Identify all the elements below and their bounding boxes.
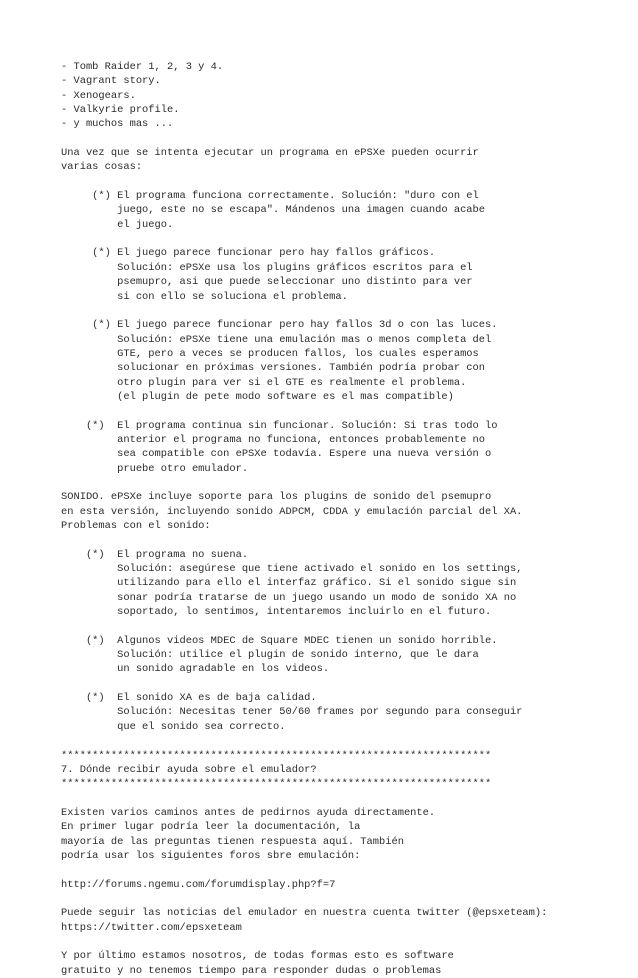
text-line: [61, 404, 631, 418]
text-line: Solución: asegúrese que tiene activado el sonido en los settings,: [61, 563, 523, 576]
text-line: un sonido agradable en los videos.: [61, 663, 330, 676]
text-line: [61, 533, 631, 547]
text-line: (*) El juego parece funcionar pero hay fallos 3d o con las luces.: [61, 319, 498, 332]
text-line: sonar podría tratarse de un juego usando un modo de sonido XA no: [61, 591, 517, 604]
text-line: Una vez que se intenta ejecutar un programa en ePSXe pueden ocurrir: [61, 147, 479, 160]
text-line: anterior el programa no funciona, entonces probablemente no: [61, 433, 486, 446]
text-line: si con ello se soluciona el problema.: [61, 290, 348, 303]
text-line: [61, 132, 631, 146]
text-line: (*) Algunos videos MDEC de Square MDEC tienen un sonido horrible.: [61, 634, 498, 647]
text-line: [61, 175, 631, 189]
text-line: Y por último estamos nosotros, de todas formas esto es software: [61, 950, 454, 963]
text-line: juego, este no se escapa". Mándenos una imagen cuando acabe: [61, 204, 486, 217]
text-line: otro plugin para ver si el GTE es realmente el problema.: [61, 376, 467, 389]
text-line: Existen varios caminos antes de pedirnos ayuda directamente.: [61, 806, 436, 819]
text-line: (*) El juego parece funcionar pero hay fallos gráficos.: [61, 247, 436, 260]
text-line: *********************************************************************: [61, 749, 492, 762]
text-line: En primer lugar podría leer la documentación, la: [61, 821, 361, 834]
text-line: (*) El programa funciona correctamente. Solución: "duro con el: [61, 190, 479, 203]
text-line: soportado, lo sentimos, intentaremos incluirlo en el futuro.: [61, 606, 492, 619]
text-line: [61, 232, 631, 246]
text-line: [61, 304, 631, 318]
text-line: https://twitter.com/epsxeteam: [61, 921, 242, 934]
text-line: pruebe otro emulador.: [61, 462, 249, 475]
text-line: [61, 935, 631, 949]
text-line: - Vagrant story.: [61, 75, 161, 88]
text-line: [61, 792, 631, 806]
text-line: [61, 677, 631, 691]
text-line: (el plugin de pete modo software es el mas compatible): [61, 390, 454, 403]
text-line: *********************************************************************: [61, 778, 492, 791]
text-line: - Xenogears.: [61, 89, 136, 102]
text-line: http://forums.ngemu.com/forumdisplay.php?f=7: [61, 878, 336, 891]
text-line: psemupro, asi que puede seleccionar uno distinto para ver: [61, 276, 473, 289]
text-line: Solución: ePSXe tiene una emulación mas o menos completa del: [61, 333, 492, 346]
text-line: gratuito y no tenemos tiempo para responder dudas o problemas: [61, 964, 442, 977]
text-line: el juego.: [61, 218, 174, 231]
text-line: solucionar en próximas versiones. También podría probar con: [61, 362, 486, 375]
text-line: Solución: utilice el plugin de sonido interno, que le dara: [61, 649, 479, 662]
document-text: [61, 60, 631, 978]
text-line: [61, 892, 631, 906]
text-line: (*) El sonido XA es de baja calidad.: [61, 692, 317, 705]
text-line: [61, 734, 631, 748]
text-line: [61, 476, 631, 490]
text-line: 7. Dónde recibir ayuda sobre el emulador?: [61, 763, 317, 776]
text-line: varias cosas:: [61, 161, 143, 174]
text-line: Puede seguir las noticias del emulador en nuestra cuenta twitter (@epsxeteam):: [61, 907, 548, 920]
text-line: sea compatible con ePSXe todavía. Espere una nueva versión o: [61, 448, 492, 461]
text-line: (*) El programa no suena.: [61, 548, 249, 561]
text-line: SONIDO. ePSXe incluye soporte para los plugins de sonido del psemupro: [61, 491, 492, 504]
text-line: GTE, pero a veces se producen fallos, los cuales esperamos: [61, 347, 479, 360]
text-line: utilizando para ello el interfaz gráfico. Si el sonido sigue sin: [61, 577, 517, 590]
text-line: (*) El programa continua sin funcionar. Solución: Si tras todo lo: [61, 419, 498, 432]
text-line: - Tomb Raider 1, 2, 3 y 4.: [61, 61, 224, 73]
text-line: podría usar los siguientes foros sbre emulación:: [61, 849, 361, 862]
text-line: que el sonido sea correcto.: [61, 720, 286, 733]
text-line: Problemas con el sonido:: [61, 520, 211, 532]
text-line: en esta versión, incluyendo sonido ADPCM, CDDA y emulación parcial del XA.: [61, 505, 523, 518]
text-line: [61, 619, 631, 633]
text-line: Solución: Necesitas tener 50/60 frames por segundo para conseguir: [61, 706, 523, 719]
text-line: mayoría de las preguntas tienen respuesta aquí. También: [61, 835, 404, 848]
text-line: - y muchos mas ...: [61, 118, 174, 131]
text-line: [61, 863, 631, 877]
text-line: - Valkyrie profile.: [61, 104, 180, 117]
text-line: Solución: ePSXe usa los plugins gráficos escritos para el: [61, 261, 473, 274]
